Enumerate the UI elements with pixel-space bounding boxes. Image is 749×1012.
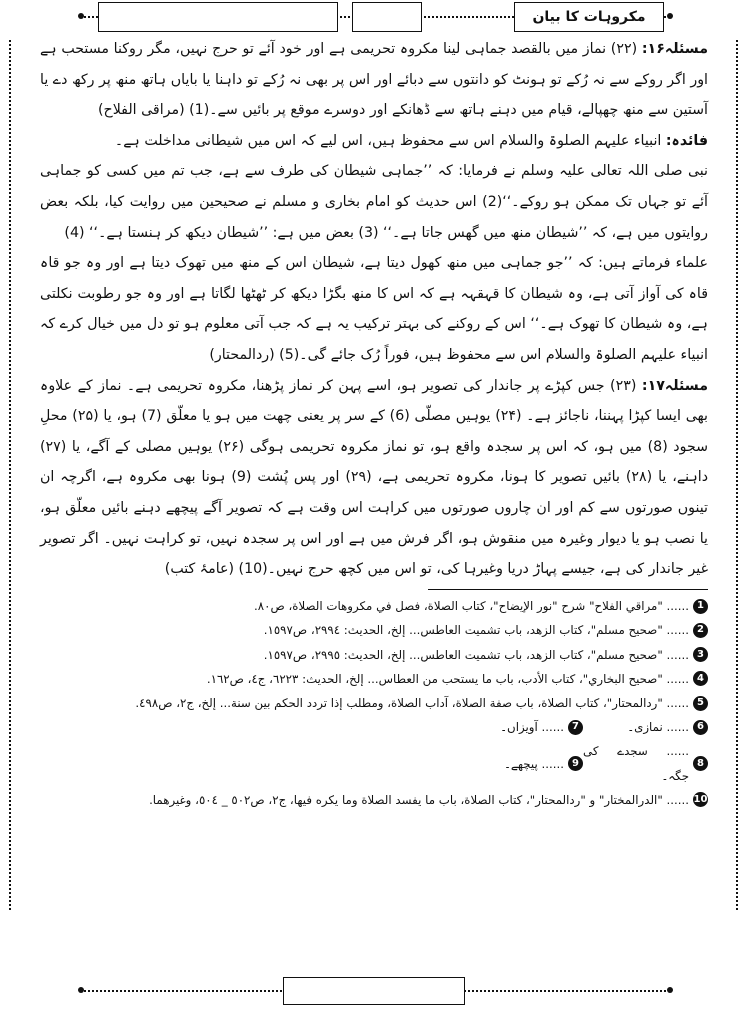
header-box-middle [352,2,422,32]
header-box-left [98,2,338,32]
top-border-dot-left [78,13,84,19]
footnote-number: 1 [693,599,708,614]
footnote-number: 3 [693,647,708,662]
footer-box [283,977,465,1005]
masala-16-text: (۲۲) نماز میں بالقصد جماہی لینا مکروہ تحریمی ہے اور خود آئے تو حرج نہیں، مگر روکنا مستحب ہے اور اگر روکے سے نہ رُکے تو ہونٹ کو دانتوں سے دبائے اور اس پر بھی نہ رُکے تو داہنا یا بایاں ہاتھ منھ پر رکھ دے یا آستین سے منھ چھپالے، قیام میں دہنے ہاتھ سے ڈھانکے اور دوسرے موقع پر بائیں سے۔(1) (مراقی الفلاح) [40,41,708,119]
footnote-text: ...... "الدرالمختار" و "ردالمحتار"، كتاب الصلاة، باب ما يفسد الصلاة وما يكره فيها، ج٢، ص٥٠٢ _ ٥٠٤، وغيرهما. [149,792,689,807]
masala-16-label: مسئلہ۱۶: [641,41,708,57]
masala-17 [40,371,708,585]
footnote-separator [428,589,708,591]
page-title: مکروہات کا بیان [514,2,664,32]
footnote-8 [583,739,708,787]
footnote-text: ...... پیچھے۔ [504,756,564,771]
footnote-number: 8 [693,756,708,771]
footnote-text: ...... "صحيح مسلم"، كتاب الزهد، باب تشميت العاطس... إلخ، الحديث: ٢٩٩٥، ص١٥٩٧. [263,647,689,662]
footnote-text: ...... "صحيح مسلم"، كتاب الزهد، باب تشميت العاطس... إلخ، الحديث: ٢٩٩٤، ص١٥٩٧. [263,623,689,638]
bottom-border-dot-right [667,987,673,993]
masala-17-text: (۲۳) جس کپڑے پر جاندار کی تصویر ہو، اسے پہن کر نماز پڑھنا، مکروہ تحریمی ہے۔ نماز کے علاوہ بھی ایسا کپڑا پہننا، ناجائز ہے۔ (۲۴) یوہیں مصلّی (6) کے سر پر یعنی چھت میں ہو یا معلّق (7) ہو، یا (۲۵) محلِ سجود (8) میں ہو، کہ اس پر سجدہ واقع ہو، تو نماز مکروہ تحریمی ہوگی (۲۶) یوہیں مصلی کے آگے، یا (۲۷) داہنے، یا (۲۸) بائیں تصویر کا ہونا، مکروہ تحریمی ہے، (۲۹) اور پس پُشت (9) ہونا بھی مکروہ ہے، اگرچہ ان تینوں صورتوں سے کم اور ان چاروں صورتوں میں کراہت اس وقت ہے کہ تصویر آگے پیچھے دہنے بائیں معلّق ہو، یا نصب ہو یا دیوار وغیرہ میں منقوش ہو، اگر فرش میں ہے اور اس پر سجدہ نہیں، تو کراہت نہیں۔ اگر تصویر غیر جاندار کی ہے، جیسے پہاڑ دریا وغیرہا کی، تو اس میں کچھ حرج نہیں۔(10) (عامۂ کتب) [40,377,709,578]
footnote-text: ...... آویزاں۔ [500,720,564,735]
footnote-7 [458,715,583,739]
footnote-number: 10 [693,792,708,807]
footnote-number: 6 [693,720,708,735]
footnote-text: ...... "صحيح البخاري"، كتاب الأدب، باب ما يستحب من العطاس... إلخ، الحديث: ٦٢٢٣، ج٤، ص١٦٢. [206,671,689,686]
footnote-text: ...... سجدے کی جگہ۔ [583,744,689,783]
right-side-border [736,40,738,910]
footnote-10 [40,788,708,812]
footnote-row-8-9 [40,739,708,787]
page-body [40,34,708,812]
bottom-border-dot-left [78,987,84,993]
footnote-3 [40,643,708,667]
faida-text: انبیاء علیہم الصلوۃ والسلام اس سے محفوظ ہیں، اس لیے کہ اس میں شیطانی مداخلت ہے۔ [114,132,662,149]
faida-label: فائدہ: [665,132,708,149]
footnote-number: 4 [693,671,708,686]
footnote-number: 5 [693,696,708,711]
footnote-5 [40,691,708,715]
footnote-number: 2 [693,623,708,638]
footnote-6 [583,715,708,739]
footnote-4 [40,667,708,691]
top-border-dot-right [667,13,673,19]
masala-17-label: مسئلہ۱۷: [641,377,709,394]
footnote-9 [458,739,583,787]
footnote-2 [40,618,708,642]
left-side-border [9,40,11,910]
footnote-number: 7 [568,720,583,735]
footnote-number: 9 [568,756,583,771]
footnote-1 [40,594,708,618]
footnote-row-6-7 [40,715,708,739]
hadith-paragraph: نبی صلی اللہ تعالی علیہ وسلم نے فرمایا: کہ ’’جماہی شیطان کی طرف سے ہے، جب تم میں کسی کو جماہی آئے تو جہاں تک ممکن ہو روکے۔‘‘(2) اس حدیث کو امام بخاری و مسلم نے صحیحین میں روایت کیا، بلکہ بعض روایتوں میں ہے، کہ ’’شیطان منھ میں گھس جاتا ہے۔‘‘ (3) بعض میں ہے: ’’شیطان دیکھ کر ہنستا ہے۔‘‘ (4) [40,163,708,241]
faida [40,126,708,157]
footnote-text: ...... "مراقي الفلاح" شرح "نور الإيضاح"، كتاب الصلاة، فصل في مكروهات الصلاة، ص٨٠. [254,599,689,614]
masala-16 [40,34,708,126]
footnote-text: ...... "ردالمحتار"، كتاب الصلاة، باب صفة الصلاة، آداب الصلاة، ومطلب إذا تردد الحكم بين سنة... إلخ، ج٢، ص٤٩٨. [135,696,689,710]
footnote-text: ...... نمازی۔ [627,720,689,735]
ulama-paragraph: علماء فرماتے ہیں: کہ ’’جو جماہی میں منھ کھول دیتا ہے، شیطان اس کے منھ میں تھوک دیتا ہے اور وہ جو قاہ قاہ کی آواز آتی ہے، وہ شیطان کا قہقہہ ہے کہ اس کا منھ بگڑا دیکھ کر ٹھٹھا لگاتا ہے اور وہ جو رطوبت نکلتی ہے، وہ شیطان کا تھوک ہے۔‘‘ اس کے روکنے کی بہتر ترکیب یہ ہے کہ جب آتی معلوم ہو تو دل میں خیال کرے کہ انبیاء علیہم الصلوۃ والسلام اس سے محفوظ ہیں، فوراً رُک جائے گی۔(5) (ردالمحتار) [40,255,708,363]
